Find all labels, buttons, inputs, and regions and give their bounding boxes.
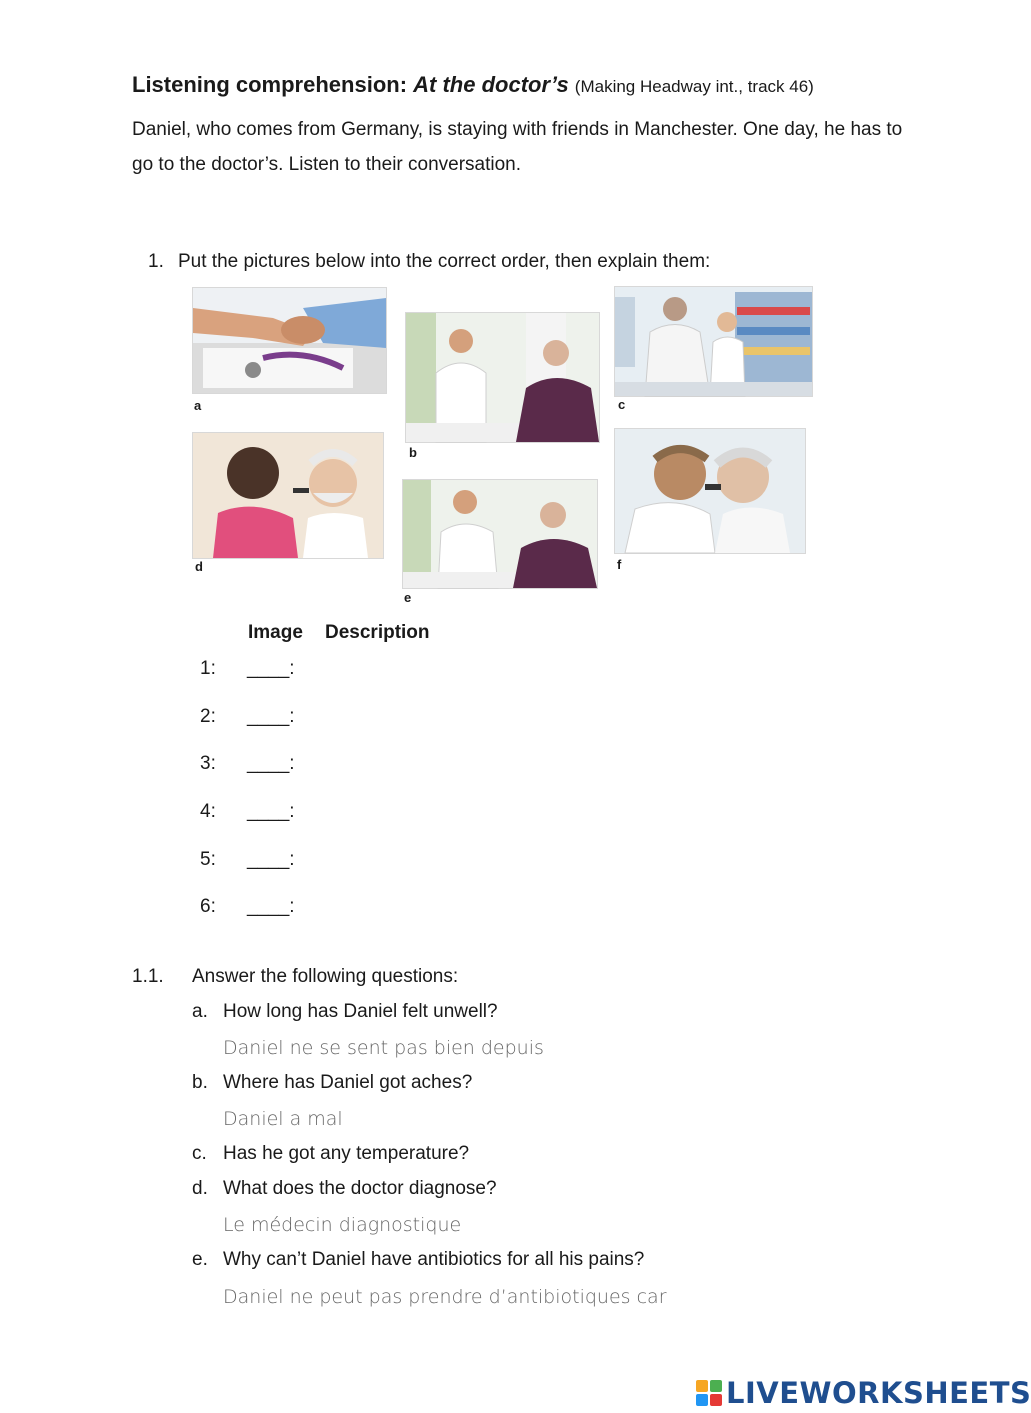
question-text: Has he got any temperature? <box>223 1143 470 1164</box>
picture-b-label: b <box>409 445 417 460</box>
liveworksheets-logo[interactable] <box>696 1376 1031 1410</box>
answer-field-d[interactable]: Le médecin diagnostique <box>223 1214 462 1236</box>
exercise-1-1-instruction <box>132 966 458 988</box>
question-a <box>192 1001 498 1023</box>
row-number: 4: <box>200 801 216 822</box>
picture-a-label: a <box>194 398 202 413</box>
exercise-1-instruction <box>148 251 710 273</box>
question-b <box>192 1072 472 1094</box>
logo-icon <box>696 1380 722 1406</box>
row-blank[interactable]: ____: <box>247 753 295 774</box>
row-number: 6: <box>200 896 216 917</box>
picture-d <box>192 432 384 559</box>
row-number: 3: <box>200 753 216 774</box>
picture-c <box>614 286 813 397</box>
picture-f <box>614 428 806 554</box>
intro-text: Daniel, who comes from Germany, is staying with friends in Manchester. One day, he has to go to the doctor’s. Listen to their conversation. <box>132 119 903 175</box>
picture-c-label: c <box>618 397 626 412</box>
answer-field-a[interactable]: Daniel ne se sent pas bien depuis <box>223 1037 544 1059</box>
picture-d-label: d <box>195 559 203 574</box>
row-number: 1: <box>200 658 216 679</box>
exercise-1-1-text: Answer the following questions: <box>192 966 459 987</box>
row-number: 5: <box>200 849 216 870</box>
row-blank[interactable]: ____: <box>247 801 295 822</box>
exercise-1-1-number: 1.1. <box>132 966 164 987</box>
question-letter: d. <box>192 1178 208 1199</box>
order-row <box>200 706 295 728</box>
question-letter: b. <box>192 1072 208 1093</box>
title-topic: At the doctor’s <box>413 72 569 97</box>
row-blank[interactable]: ____: <box>247 896 295 917</box>
picture-e-label: e <box>404 590 412 605</box>
row-blank[interactable]: ____: <box>247 658 295 679</box>
picture-a <box>192 287 387 394</box>
question-text: What does the doctor diagnose? <box>223 1178 497 1199</box>
question-text: Why can’t Daniel have antibiotics for all his pains? <box>223 1249 645 1270</box>
exercise-1-number: 1. <box>148 251 164 272</box>
question-d <box>192 1178 497 1200</box>
answer-field-e[interactable]: Daniel ne peut pas prendre d’antibiotiques car <box>223 1286 667 1308</box>
order-row <box>200 896 295 918</box>
picture-f-label: f <box>617 557 622 572</box>
order-row <box>200 849 295 871</box>
row-blank[interactable]: ____: <box>247 706 295 727</box>
header-description: Description <box>325 622 430 643</box>
question-letter: a. <box>192 1001 208 1022</box>
picture-e <box>402 479 598 589</box>
title-source: (Making Headway int., track 46) <box>574 77 814 96</box>
exercise-1-text: Put the pictures below into the correct order, then explain them: <box>178 251 711 272</box>
answer-field-b[interactable]: Daniel a mal <box>223 1108 343 1130</box>
order-row <box>200 801 295 823</box>
worksheet-title <box>132 72 814 98</box>
question-c <box>192 1143 469 1165</box>
question-text: How long has Daniel felt unwell? <box>223 1001 498 1022</box>
header-image: Image <box>248 622 303 643</box>
order-row <box>200 753 295 775</box>
question-e <box>192 1249 644 1271</box>
row-blank[interactable]: ____: <box>247 849 295 870</box>
logo-text: LIVEWORKSHEETS <box>726 1376 1031 1410</box>
question-letter: e. <box>192 1249 208 1270</box>
row-number: 2: <box>200 706 216 727</box>
picture-b <box>405 312 600 443</box>
question-letter: c. <box>192 1143 207 1164</box>
title-prefix: Listening comprehension: <box>132 72 414 97</box>
order-row <box>200 658 295 680</box>
question-text: Where has Daniel got aches? <box>223 1072 473 1093</box>
